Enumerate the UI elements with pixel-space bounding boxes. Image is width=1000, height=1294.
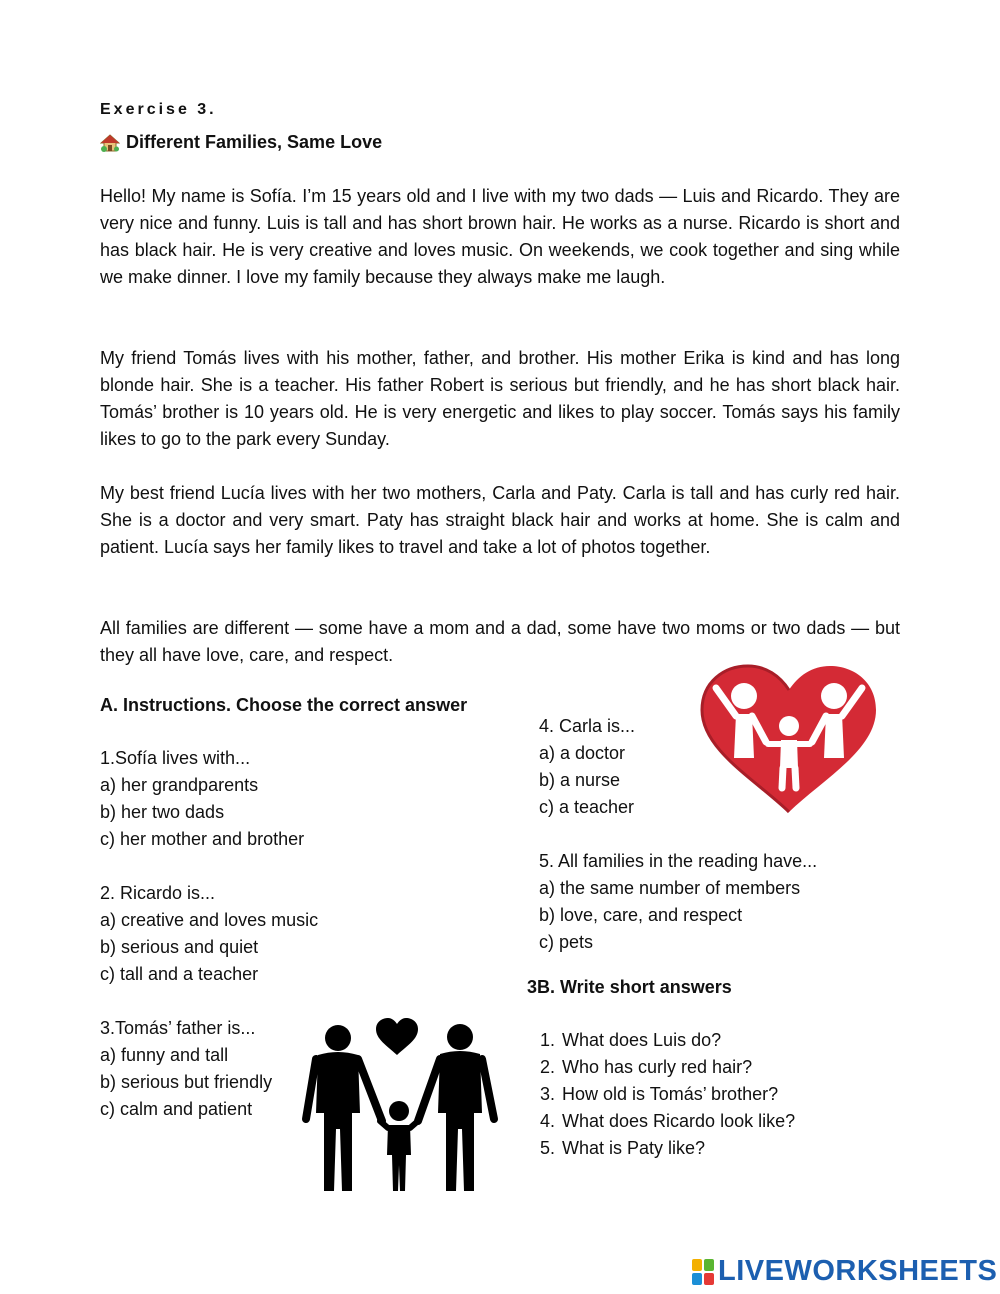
section-a-heading: A. Instructions. Choose the correct answer: [100, 695, 468, 715]
answer-option[interactable]: c) tall and a teacher: [100, 964, 259, 984]
question-block-1: [100, 745, 304, 853]
family-silhouette-icon: [300, 1015, 500, 1197]
page-title: [100, 132, 382, 153]
answer-option[interactable]: b) a nurse: [539, 770, 621, 790]
question-block-4: [539, 713, 635, 821]
section-b-heading: 3B. Write short answers: [527, 977, 732, 997]
answer-option[interactable]: a) a doctor: [539, 743, 626, 763]
answer-option[interactable]: a) the same number of members: [539, 878, 801, 898]
paragraph-3: My best friend Lucía lives with her two mothers, Carla and Paty. Carla is tall and has curly red hair. She is a doctor and very smart. Paty has straight black hair and works at home. She is calm and patient. Lucía says her family likes to travel and take a lot of photos together.: [100, 483, 900, 557]
answer-option[interactable]: b) serious and quiet: [100, 937, 259, 957]
paragraph-4: All families are different — some have a mom and a dad, some have two moms or two dads — but they all have love, care, and respect.: [100, 618, 900, 665]
question-block-2: [100, 880, 318, 988]
question-text: 1.Sofía lives with...: [100, 748, 251, 768]
heart-family-icon: [696, 662, 882, 818]
house-icon: [100, 133, 120, 153]
answer-option[interactable]: c) a teacher: [539, 797, 635, 817]
question-text: 4. Carla is...: [539, 716, 636, 736]
liveworksheets-logo-icon: [692, 1259, 714, 1285]
short-answer-list: [520, 1027, 795, 1162]
short-answer-question: 3. How old is Tomás’ brother?: [560, 1081, 795, 1108]
answer-option[interactable]: b) serious but friendly: [100, 1072, 273, 1092]
short-answer-question: 1. What does Luis do?: [560, 1027, 795, 1054]
paragraph-1: Hello! My name is Sofía. I’m 15 years old and I live with my two dads — Luis and Ricardo. They are very nice and funny. Luis is tall and has short brown hair. He works as a nurse. Ricardo is short and has black hair. He is very creative and loves music. On weekends, we cook together and sing while we make dinner. I love my family because they always make me laugh.: [100, 186, 900, 287]
answer-option[interactable]: b) her two dads: [100, 802, 225, 822]
answer-option[interactable]: b) love, care, and respect: [539, 905, 743, 925]
title-text: Different Families, Same Love: [126, 132, 383, 152]
question-block-5: [539, 848, 817, 956]
answer-option[interactable]: a) funny and tall: [100, 1045, 229, 1065]
question-block-3: [100, 1015, 272, 1123]
question-text: 2. Ricardo is...: [100, 883, 216, 903]
logo-text: LIVEWORKSHEETS: [718, 1255, 998, 1287]
answer-option[interactable]: c) pets: [539, 932, 594, 952]
liveworksheets-logo: [692, 1255, 997, 1288]
question-text: 5. All families in the reading have...: [539, 851, 818, 871]
exercise-label: Exercise 3.: [100, 101, 217, 118]
answer-option[interactable]: c) calm and patient: [100, 1099, 253, 1119]
answer-option[interactable]: a) creative and loves music: [100, 910, 319, 930]
short-answer-question: 5. What is Paty like?: [560, 1135, 795, 1162]
question-text: 3.Tomás’ father is...: [100, 1018, 256, 1038]
short-answer-question: 2. Who has curly red hair?: [560, 1054, 795, 1081]
answer-option[interactable]: a) her grandparents: [100, 775, 259, 795]
answer-option[interactable]: c) her mother and brother: [100, 829, 305, 849]
short-answer-question: 4. What does Ricardo look like?: [560, 1108, 795, 1135]
paragraph-2: My friend Tomás lives with his mother, father, and brother. His mother Erika is kind and has long blonde hair. She is a teacher. His father Robert is serious but friendly, and he has short black hair. Tomás’ brother is 10 years old. He is very energetic and likes to play soccer. Tomás says his family likes to go to the park every Sunday.: [100, 348, 900, 449]
